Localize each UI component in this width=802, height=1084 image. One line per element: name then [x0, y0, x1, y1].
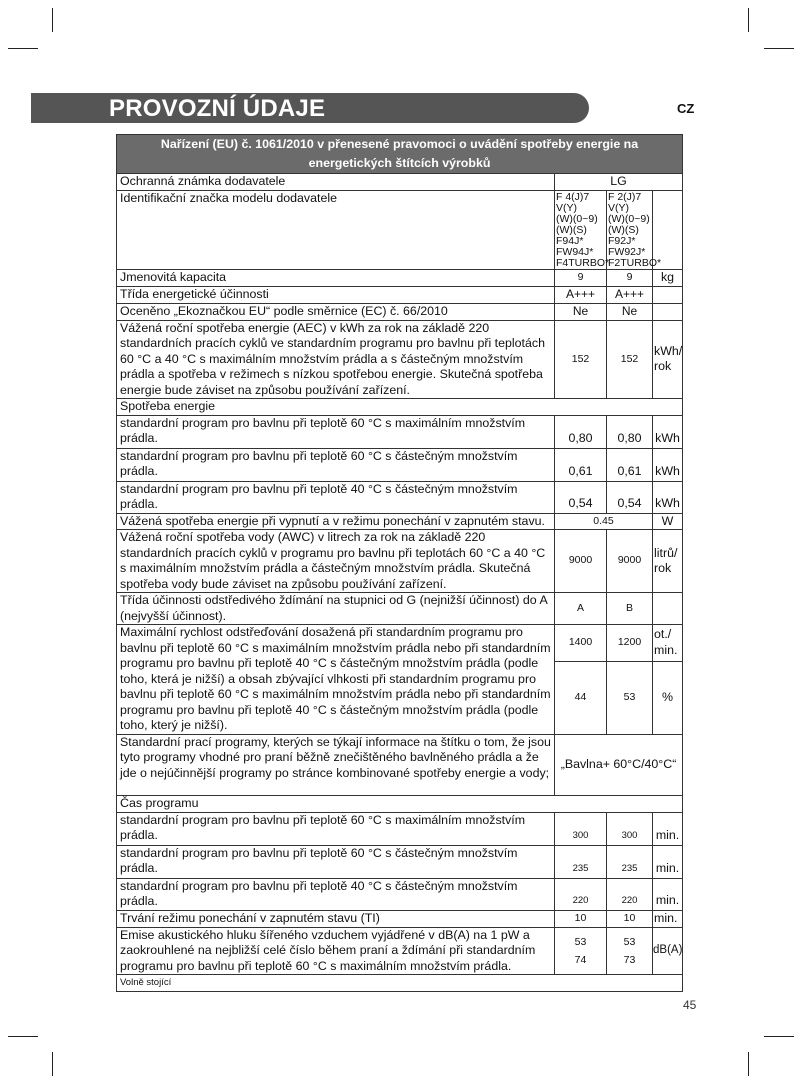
table-row: standardní program pro bavlnu při teplotě 60 °C s částečným množstvím prádla. 0,61 0,61 kWh	[117, 448, 683, 481]
table-row: Trvání režimu ponechání v zapnutém stavu (TI) 10 10 min.	[117, 910, 683, 927]
section-banner	[31, 93, 589, 123]
table-row: Ochranná známka dodavatele LG	[117, 174, 683, 191]
energy-data-table	[116, 134, 683, 992]
table-row: Třída energetické účinnosti A+++ A+++	[117, 286, 683, 303]
table-row: Vážená roční spotřeba energie (AEC) v kWh za rok na základě 220 standardních pracích cyklů ve standardním programu pro bavlnu při teplotách 60 °C a 40 °C s maximálním množstvím prádla a s částečným množstvím prádla a spotřeba v režimech s nízkou spotřebou energie. Skutečná spotřeba energie bude záviset na způsobu používání zařízení. 152 152 kWh/ rok	[117, 320, 683, 399]
table-row: Čas programu	[117, 795, 683, 812]
table-row: Volně stojící	[117, 975, 683, 992]
table-row: standardní program pro bavlnu při teplotě 40 °C s částečným množstvím prádla. 220 220 min.	[117, 878, 683, 910]
table-title: Nařízení (EU) č. 1061/2010 v přenesené pravomoci o uvádění spotřeby energie na energetických štítcích výrobků	[117, 135, 683, 174]
trademark-value: LG	[555, 174, 683, 191]
table-row: standardní program pro bavlnu při teplotě 60 °C s částečným množstvím prádla. 235 235 min.	[117, 845, 683, 878]
page-title: PROVOZNÍ ÚDAJE	[109, 95, 326, 122]
page-number: 45	[683, 998, 697, 1012]
table-row: 44 53 %	[117, 661, 683, 734]
table-row: Spotřeba energie	[117, 399, 683, 416]
model-col2: F 2(J)7 V(Y) (W)(0~9)(W)(S) F92J* FW92J* F2TURBO*	[608, 190, 662, 269]
table-row: Třída účinnosti odstředivého ždímání na stupnici od G (nejnižší účinnost) do A (nejvyšší účinnost). A B	[117, 593, 683, 625]
table-row: standardní program pro bavlnu při teplotě 60 °C s maximálním množstvím prádla. 0,80 0,80 kWh	[117, 415, 683, 448]
table-row: Oceněno „Ekoznačkou EU“ podle směrnice (EC) č. 66/2010 Ne Ne	[117, 303, 683, 320]
table-row: Jmenovitá kapacita 9 9 kg	[117, 269, 683, 286]
language-code: CZ	[677, 101, 695, 116]
table-row: Identifikační značka modelu dodavatele F 4(J)7 V(Y) (W)(0~9)(W)(S) F94J* FW94J* F4TURBO* F 2(J)7 V(Y) (W)(0~9)(W)(S) F92J* FW92J* F2TURBO*	[117, 190, 683, 269]
table-row: standardní program pro bavlnu při teplotě 40 °C s částečným množstvím prádla. 0,54 0,54 kWh	[117, 481, 683, 513]
table-row: standardní program pro bavlnu při teplotě 60 °C s maximálním množstvím prádla. 300 300 min.	[117, 812, 683, 845]
table-row: Maximální rychlost odstřeďování dosažená při standardním programu pro bavlnu při teplotě 60 °C s maximálním množstvím prádla nebo při standardním programu pro bavlnu při teplotě 40 °C s částečným množstvím prádla (podle toho, která je nižší) a obsah zbývající vlhkosti při standardním programu pro bavlnu při teplotě 60 °C s maximálním množstvím prádla nebo při standardním programu pro bavlnu při teplotě 40 °C s částečným množstvím prádla (podle toho, který je nižší). 1400 1200 ot./ min.	[117, 625, 683, 662]
table-row: Standardní prací programy, kterých se týkají informace na štítku o tom, že jsou tyto programy vhodné pro praní běžně znečištěného bavlněného prádla a že jde o nejúčinnější programy po stránce kombinované spotřeby energie a vody; „Bavlna+ 60°C/40°C“	[117, 734, 683, 795]
table-row: Emise akustického hluku šířeného vzduchem vyjádřené v dB(A) na 1 pW a zaokrouhlené na nejbližší celé číslo během praní a ždímání při standardním programu pro bavlnu při teplotě 60 °C s maximálním množstvím prádla. 53 74 53 73 dB(A)	[117, 927, 683, 975]
table-row: Vážená roční spotřeba vody (AWC) v litrech za rok na základě 220 standardních pracích cyklů v programu pro bavlnu při teplotách 60 °C a 40 °C s maximálním množstvím prádla a částečným množstvím prádla. Skutečná spotřeba vody bude záviset na způsobu používání zařízení. 9000 9000 litrů/ rok	[117, 530, 683, 593]
model-col1: F 4(J)7 V(Y) (W)(0~9)(W)(S) F94J* FW94J* F4TURBO*	[556, 190, 610, 269]
table-row: Vážená spotřeba energie při vypnutí a v režimu ponechání v zapnutém stavu. 0.45 W	[117, 513, 683, 530]
